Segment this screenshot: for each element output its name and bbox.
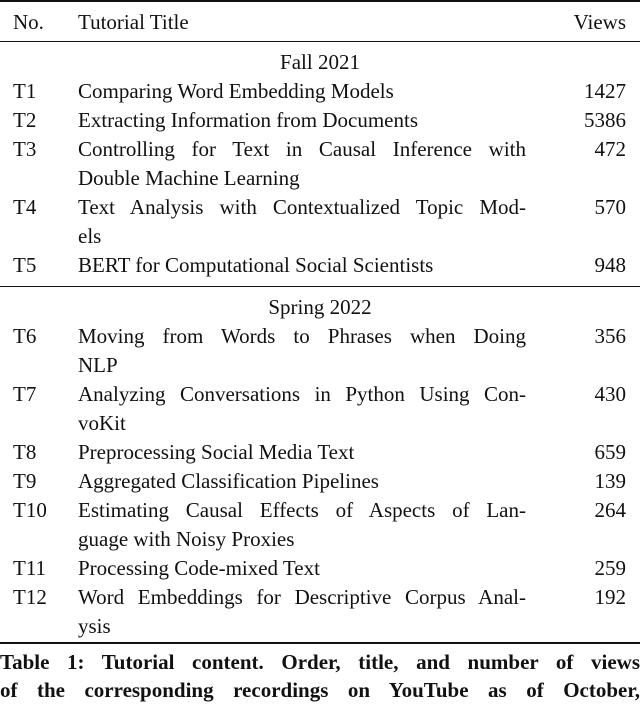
- row-number: T7: [13, 382, 37, 406]
- row-title: BERT for Computational Social Scientists: [78, 253, 434, 277]
- row-title: guage with Noisy Proxies: [78, 527, 295, 551]
- row-number: T11: [13, 556, 47, 580]
- row-views: 1427: [584, 79, 626, 103]
- row-views: 472: [594, 137, 626, 161]
- row-number: T10: [13, 498, 47, 522]
- table-row-continuation: [0, 164, 640, 193]
- bottom-rule: [0, 642, 640, 644]
- section-label: Fall 2021: [280, 50, 360, 74]
- row-title: Analyzing Conversations in Python Using Con-: [78, 382, 526, 406]
- row-views: 356: [594, 324, 626, 348]
- table-row: [0, 193, 640, 222]
- row-number: T5: [13, 253, 37, 277]
- row-title: Word Embeddings for Descriptive Corpus Anal-: [78, 585, 526, 609]
- row-views: 139: [594, 469, 626, 493]
- row-number: T4: [13, 195, 37, 219]
- row-title: Comparing Word Embedding Models: [78, 79, 394, 103]
- table-row: [0, 106, 640, 135]
- table-row-continuation: [0, 222, 640, 251]
- table-row: [0, 554, 640, 583]
- table-row-continuation: [0, 525, 640, 554]
- table-row-continuation: [0, 612, 640, 641]
- row-number: T8: [13, 440, 37, 464]
- header-views: Views: [573, 10, 626, 34]
- table-row: [0, 583, 640, 612]
- row-number: T2: [13, 108, 37, 132]
- row-title: Controlling for Text in Causal Inference with: [78, 137, 526, 161]
- caption-line-2: of the corresponding recordings on YouTube as of October,: [0, 678, 640, 702]
- row-title: Text Analysis with Contextualized Topic Mod-: [78, 195, 526, 219]
- row-views: 659: [594, 440, 626, 464]
- table-row: [0, 135, 640, 164]
- table-row-continuation: [0, 409, 640, 438]
- header-rule: [0, 41, 640, 42]
- row-title: Aggregated Classification Pipelines: [78, 469, 379, 493]
- row-title: Double Machine Learning: [78, 166, 300, 190]
- row-title: Preprocessing Social Media Text: [78, 440, 355, 464]
- row-number: T1: [13, 79, 37, 103]
- row-views: 259: [594, 556, 626, 580]
- caption-line-1: Table 1: Tutorial content. Order, title, and number of views: [0, 650, 640, 674]
- row-title: NLP: [78, 353, 118, 377]
- row-views: 430: [594, 382, 626, 406]
- table-row: [0, 380, 640, 409]
- header-title: Tutorial Title: [78, 10, 189, 34]
- row-views: 570: [594, 195, 626, 219]
- row-title: voKit: [78, 411, 126, 435]
- row-title: Processing Code-mixed Text: [78, 556, 320, 580]
- row-number: T3: [13, 137, 37, 161]
- row-views: 5386: [584, 108, 626, 132]
- header-no: No.: [13, 10, 44, 34]
- row-views: 192: [594, 585, 626, 609]
- section-header: [0, 293, 640, 322]
- section-header: [0, 48, 640, 77]
- table-row: [0, 496, 640, 525]
- row-title: ysis: [78, 614, 111, 638]
- table-row: [0, 438, 640, 467]
- row-number: T12: [13, 585, 47, 609]
- row-title: Moving from Words to Phrases when Doing: [78, 324, 526, 348]
- row-title: Estimating Causal Effects of Aspects of Lan-: [78, 498, 526, 522]
- table-row: [0, 77, 640, 106]
- table-row: [0, 467, 640, 496]
- row-views: 948: [594, 253, 626, 277]
- row-number: T9: [13, 469, 37, 493]
- section-label: Spring 2022: [268, 295, 372, 319]
- header-row: [0, 8, 640, 37]
- section-rule: [0, 286, 640, 287]
- top-rule: [0, 0, 640, 2]
- table-row: [0, 251, 640, 280]
- row-title: Extracting Information from Documents: [78, 108, 418, 132]
- table-row-continuation: [0, 351, 640, 380]
- row-views: 264: [594, 498, 626, 522]
- table-row: [0, 322, 640, 351]
- row-number: T6: [13, 324, 37, 348]
- row-title: els: [78, 224, 102, 248]
